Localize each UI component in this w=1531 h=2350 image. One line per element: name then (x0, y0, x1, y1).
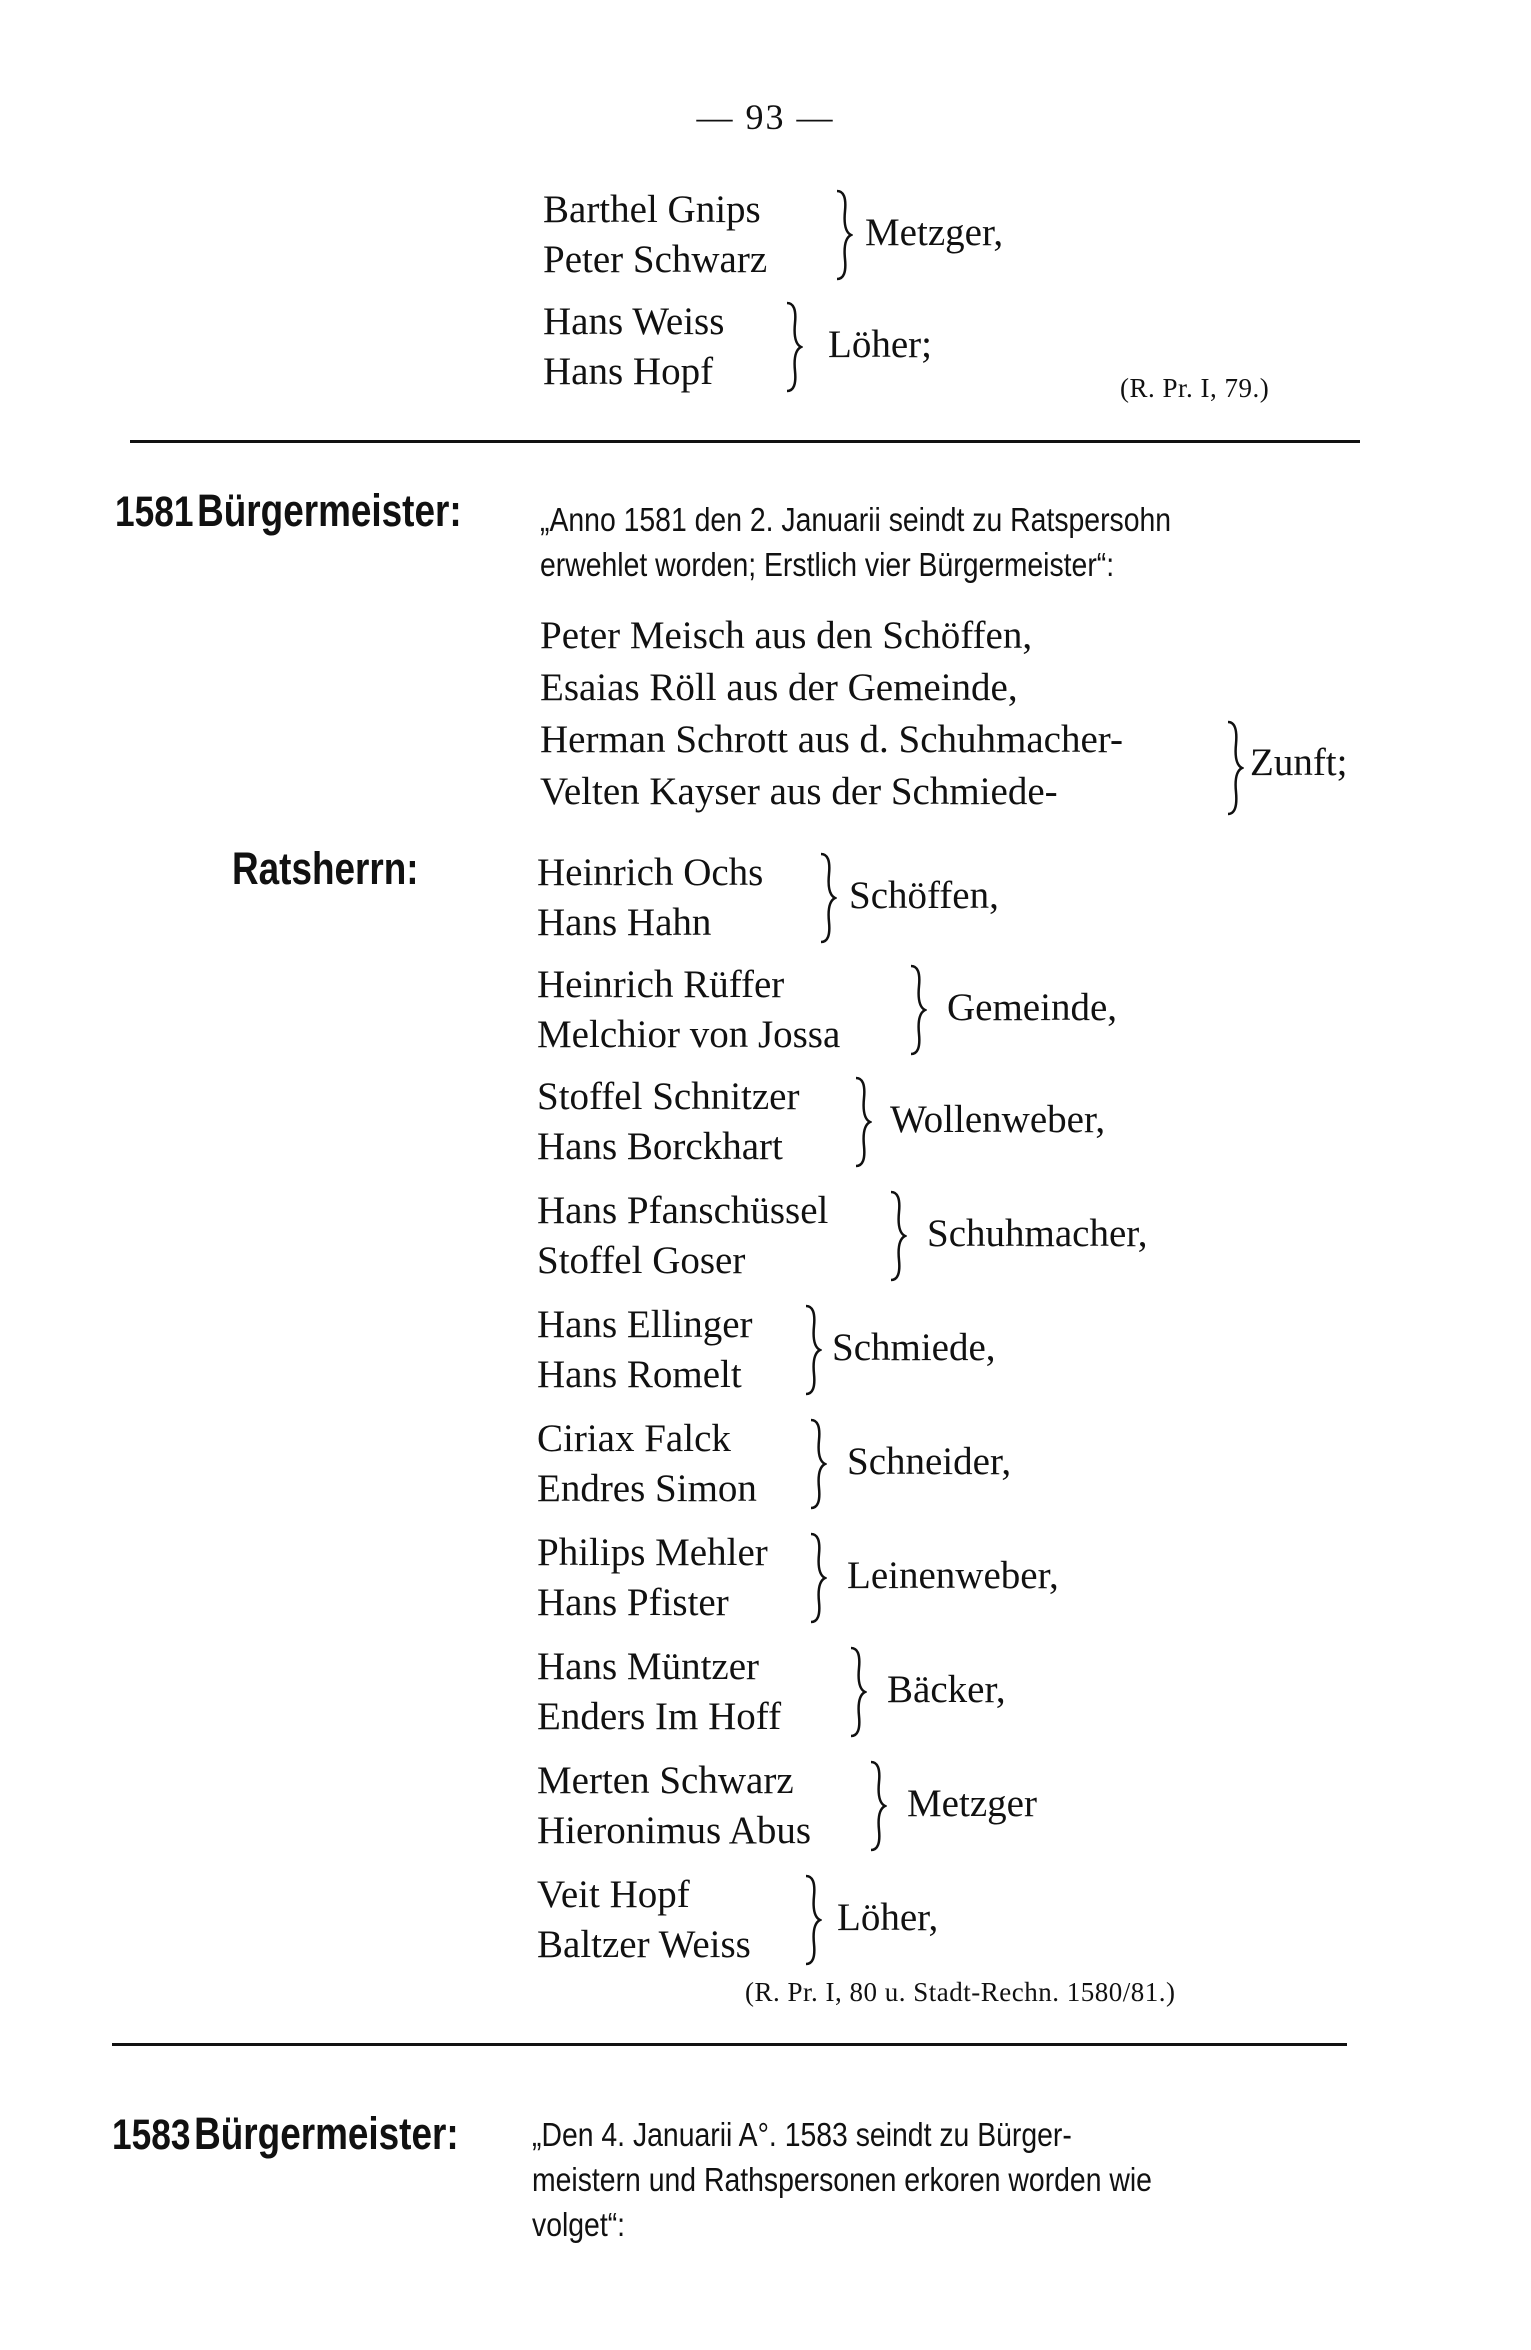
person-name: Hans Pfister (537, 1581, 729, 1624)
group-role: Leinenweber, (847, 1554, 1059, 1597)
person-name: Stoffel Schnitzer (537, 1075, 800, 1118)
curly-brace (807, 1530, 827, 1626)
divider (112, 2043, 1347, 2046)
mayors-list (540, 610, 1123, 818)
council-group (537, 1756, 1097, 1856)
person-name: Hans Müntzer (537, 1645, 760, 1688)
group-role: Schneider, (847, 1440, 1012, 1483)
curly-brace (847, 1644, 867, 1740)
reference-note: (R. Pr. I, 79.) (1120, 373, 1270, 403)
person-name: Baltzer Weiss (537, 1923, 751, 1966)
curly-brace (833, 187, 853, 283)
mayor-label: Bürgermeister: (197, 485, 462, 536)
quote-line: „Anno 1581 den 2. Januarii seindt zu Ratspersohn (540, 501, 1172, 538)
curly-brace (867, 1758, 887, 1854)
section-heading-1581 (115, 485, 462, 537)
quote-line: „Den 4. Januarii A°. 1583 seindt zu Bürger- (532, 2116, 1072, 2153)
curly-brace (783, 299, 803, 395)
person-name: Hans Weiss (543, 300, 725, 343)
year-label: 1581 (115, 488, 194, 536)
curly-brace (807, 1416, 827, 1512)
group-role: Bäcker, (887, 1668, 1006, 1711)
person-name: Melchior von Jossa (537, 1013, 841, 1056)
council-group (537, 848, 1097, 948)
group-role: Schöffen, (849, 874, 999, 917)
year-label: 1583 (112, 2111, 191, 2159)
council-group (537, 1300, 1097, 1400)
mayor-entry: Peter Meisch aus den Schöffen, (540, 614, 1033, 657)
group-role: Löher, (837, 1896, 939, 1939)
quote-line: meistern und Rathspersonen erkoren worden wie (532, 2161, 1152, 2198)
person-name: Hans Pfanschüssel (537, 1189, 829, 1232)
person-name: Enders Im Hoff (537, 1695, 782, 1738)
group-role: Wollenweber, (890, 1098, 1106, 1141)
person-name: Heinrich Rüffer (537, 963, 785, 1006)
group-role: Schuhmacher, (927, 1212, 1148, 1255)
person-name: Heinrich Ochs (537, 851, 764, 894)
intro-group-metzger (543, 185, 1103, 285)
curly-brace (817, 850, 837, 946)
person-name: Hieronimus Abus (537, 1809, 812, 1852)
person-name: Hans Romelt (537, 1353, 742, 1396)
section-heading-1583 (112, 2108, 459, 2160)
mayor-label: Bürgermeister: (194, 2108, 459, 2159)
mayor-entry: Herman Schrott aus d. Schuhmacher- (540, 718, 1123, 761)
curly-brace (907, 962, 927, 1058)
curly-brace (802, 1302, 822, 1398)
quote-1581 (540, 497, 1171, 587)
divider (130, 440, 1360, 443)
person-name: Merten Schwarz (537, 1759, 794, 1802)
council-group (537, 1072, 1137, 1172)
council-group (537, 1186, 1177, 1286)
curly-brace (852, 1074, 872, 1170)
person-name: Stoffel Goser (537, 1239, 746, 1282)
council-label: Ratsherrn: (232, 843, 419, 894)
council-heading (232, 843, 419, 895)
mayors-guild-label: Zunft; (1250, 741, 1348, 784)
reference-note: (R. Pr. I, 80 u. Stadt-Rechn. 1580/81.) (745, 1977, 1176, 2007)
person-name: Hans Hahn (537, 901, 712, 944)
person-name: Philips Mehler (537, 1531, 768, 1574)
council-group (537, 1870, 1097, 1970)
person-name: Endres Simon (537, 1467, 757, 1510)
group-role: Metzger, (865, 211, 1004, 254)
group-role: Gemeinde, (947, 986, 1118, 1029)
group-role: Schmiede, (832, 1326, 996, 1369)
curly-brace (1224, 718, 1244, 818)
person-name: Barthel Gnips (543, 188, 761, 231)
council-group (537, 1414, 1097, 1514)
person-name: Veit Hopf (537, 1873, 690, 1916)
council-group (537, 960, 1137, 1060)
group-role: Löher; (828, 323, 932, 366)
page-number: — 93 — (696, 97, 835, 137)
mayor-entry: Velten Kayser aus der Schmiede- (540, 770, 1058, 813)
group-role: Metzger (907, 1782, 1037, 1825)
person-name: Peter Schwarz (543, 238, 768, 281)
council-group (537, 1528, 1137, 1628)
quote-line: erwehlet worden; Erstlich vier Bürgermeister“: (540, 546, 1115, 583)
curly-brace (802, 1872, 822, 1968)
person-name: Hans Borckhart (537, 1125, 783, 1168)
council-group (537, 1642, 1097, 1742)
person-name: Ciriax Falck (537, 1417, 731, 1460)
quote-1583 (532, 2112, 1152, 2247)
intro-group-loeher (543, 297, 1103, 397)
person-name: Hans Hopf (543, 350, 714, 393)
curly-brace (887, 1188, 907, 1284)
quote-line: volget“: (532, 2206, 626, 2243)
person-name: Hans Ellinger (537, 1303, 753, 1346)
mayor-entry: Esaias Röll aus der Gemeinde, (540, 666, 1018, 709)
